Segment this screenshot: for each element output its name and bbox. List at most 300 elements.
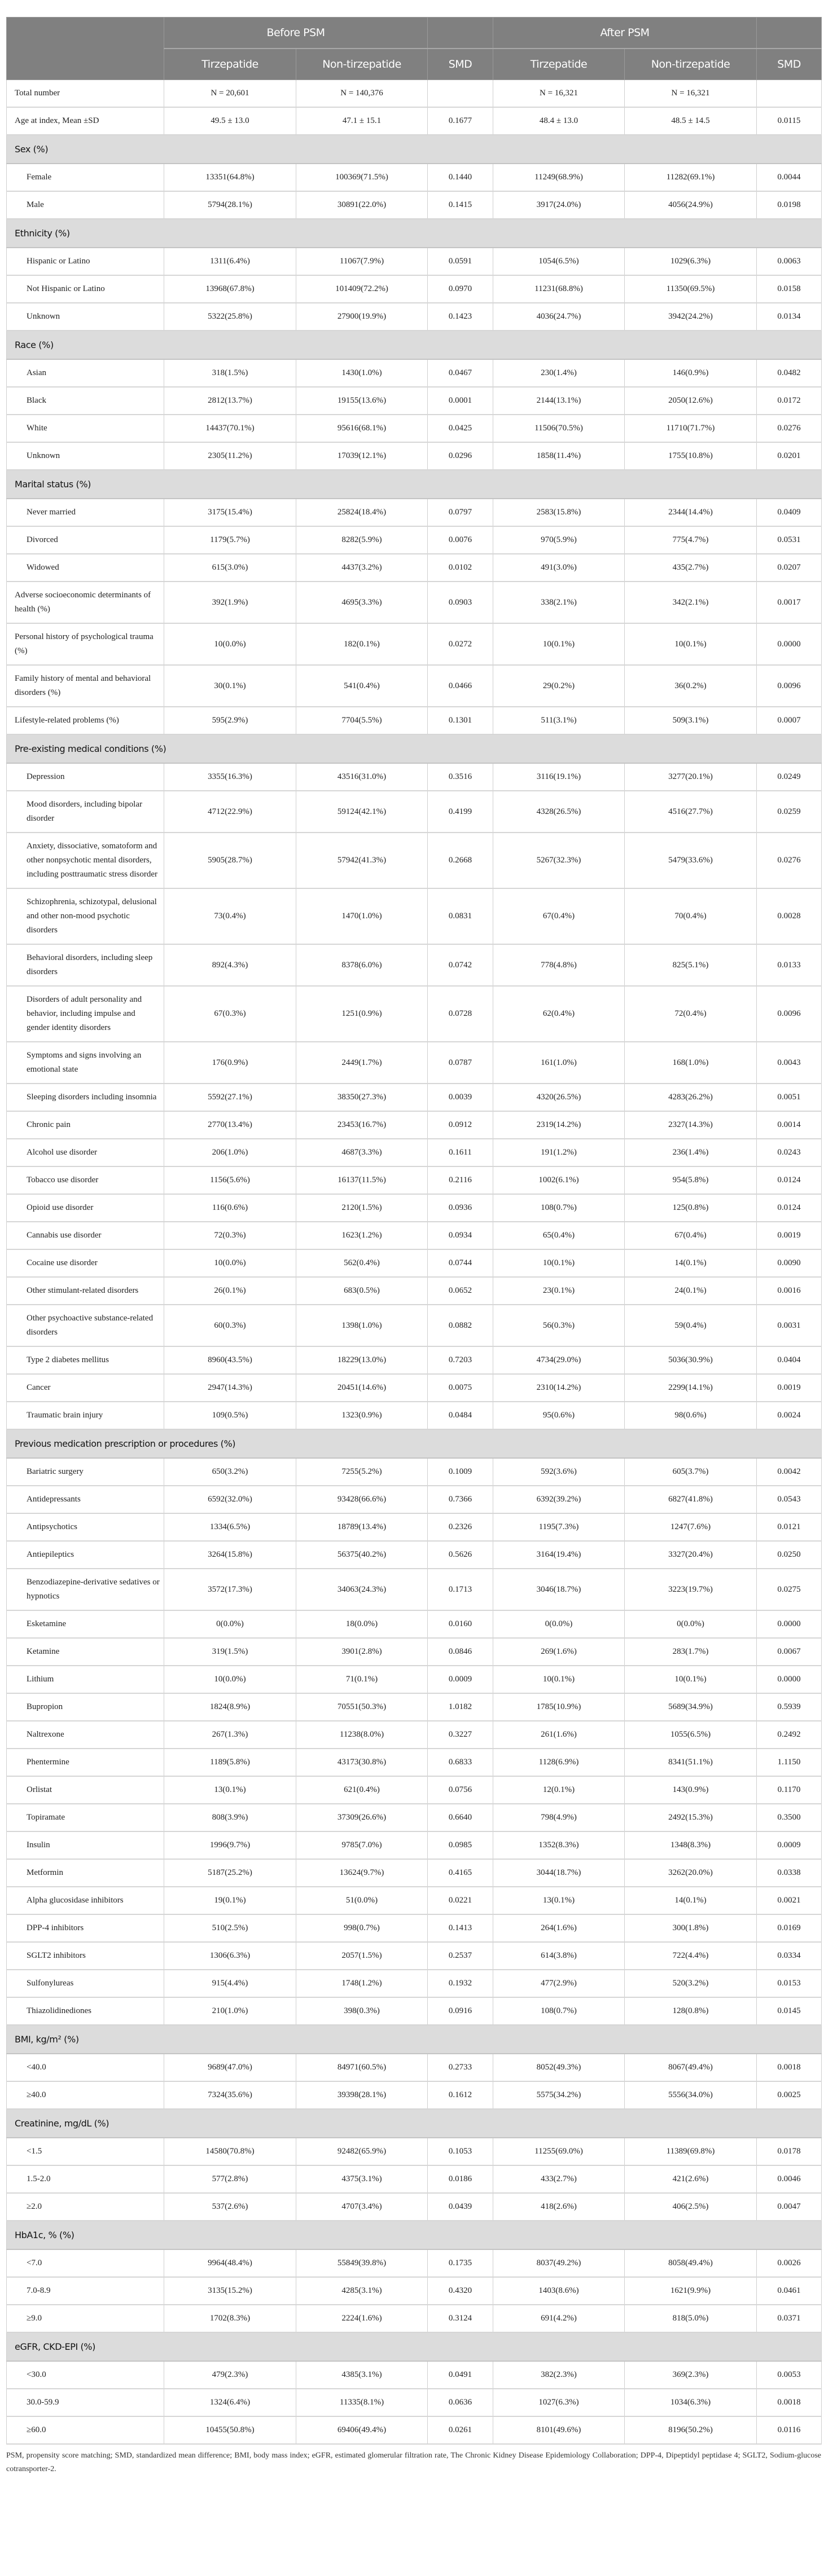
cell-non-tirzepatide-before: 30891(22.0%) xyxy=(296,191,428,219)
cell-tirzepatide-before: 267(1.3%) xyxy=(164,1721,296,1749)
cell-tirzepatide-after: 13(0.1%) xyxy=(493,1887,625,1914)
cell-non-tirzepatide-after: 36(0.2%) xyxy=(625,665,757,707)
cell-non-tirzepatide-after: 1029(6.3%) xyxy=(625,248,757,275)
row-label: Total number xyxy=(7,80,164,108)
cell-smd-after: 0.0019 xyxy=(757,1222,822,1249)
table-row xyxy=(7,1638,822,1666)
cell-non-tirzepatide-before: 69406(49.4%) xyxy=(296,2416,428,2444)
cell-tirzepatide-after: 95(0.6%) xyxy=(493,1402,625,1429)
cell-non-tirzepatide-after: 8196(50.2%) xyxy=(625,2416,757,2444)
cell-tirzepatide-after: 2310(14.2%) xyxy=(493,1374,625,1402)
cell-non-tirzepatide-before: 101409(72.2%) xyxy=(296,275,428,303)
row-label: Disorders of adult personality and behavior, including impulse and gender identity disorders xyxy=(7,986,164,1042)
cell-non-tirzepatide-before: 18(0.0%) xyxy=(296,1610,428,1638)
section-title: Sex (%) xyxy=(7,135,822,164)
cell-non-tirzepatide-after: 509(3.1%) xyxy=(625,707,757,734)
section-header-row xyxy=(7,219,822,248)
cell-non-tirzepatide-before: 1398(1.0%) xyxy=(296,1305,428,1346)
table-row xyxy=(7,1666,822,1693)
cell-smd-after: 0.0276 xyxy=(757,833,822,888)
row-label: 30.0-59.9 xyxy=(7,2389,164,2416)
cell-tirzepatide-before: 19(0.1%) xyxy=(164,1887,296,1914)
cell-smd-after: 0.0201 xyxy=(757,442,822,470)
table-row xyxy=(7,1111,822,1139)
cell-tirzepatide-after: 592(3.6%) xyxy=(493,1458,625,1486)
cell-tirzepatide-after: 11249(68.9%) xyxy=(493,164,625,191)
cell-smd-after xyxy=(757,80,822,108)
cell-tirzepatide-before: 2812(13.7%) xyxy=(164,387,296,415)
cell-tirzepatide-before: 10455(50.8%) xyxy=(164,2416,296,2444)
cell-non-tirzepatide-after: 3277(20.1%) xyxy=(625,763,757,791)
row-label: Divorced xyxy=(7,526,164,554)
header-spacer xyxy=(428,17,493,49)
table-row xyxy=(7,387,822,415)
cell-tirzepatide-after: N = 16,321 xyxy=(493,80,625,108)
cell-tirzepatide-before: 5794(28.1%) xyxy=(164,191,296,219)
table-footnote: PSM, propensity score matching; SMD, standardized mean difference; BMI, body mass index; eGFR, estimated glomerular filtration rate, The Chronic Kidney Disease Epidemiology Collaboration; DPP-4, Dipeptidyl peptidase 4; SGLT2, Sodium-glucose cotransporter-2. xyxy=(6,2451,821,2473)
section-header-row xyxy=(7,331,822,359)
cell-tirzepatide-after: 1054(6.5%) xyxy=(493,248,625,275)
cell-smd-before: 0.0744 xyxy=(428,1249,493,1277)
cell-smd-before: 0.3124 xyxy=(428,2305,493,2332)
cell-smd-before: 0.0742 xyxy=(428,944,493,986)
cell-non-tirzepatide-before: 2449(1.7%) xyxy=(296,1042,428,1084)
cell-smd-before: 0.0467 xyxy=(428,359,493,387)
cell-non-tirzepatide-after: 520(3.2%) xyxy=(625,1970,757,1997)
row-label: Other psychoactive substance-related disorders xyxy=(7,1305,164,1346)
cell-tirzepatide-before: 808(3.9%) xyxy=(164,1804,296,1831)
table-row xyxy=(7,1222,822,1249)
cell-tirzepatide-after: 11231(68.8%) xyxy=(493,275,625,303)
table-row xyxy=(7,526,822,554)
cell-tirzepatide-after: 614(3.8%) xyxy=(493,1942,625,1970)
cell-non-tirzepatide-after: 818(5.0%) xyxy=(625,2305,757,2332)
row-label: Antipsychotics xyxy=(7,1513,164,1541)
cell-non-tirzepatide-before: 398(0.3%) xyxy=(296,1997,428,2025)
table-row xyxy=(7,1914,822,1942)
cell-non-tirzepatide-before: 11067(7.9%) xyxy=(296,248,428,275)
cell-tirzepatide-after: 8101(49.6%) xyxy=(493,2416,625,2444)
cell-non-tirzepatide-before: 13624(9.7%) xyxy=(296,1859,428,1887)
cell-tirzepatide-after: 4328(26.5%) xyxy=(493,791,625,833)
section-header-row xyxy=(7,2109,822,2138)
cell-non-tirzepatide-before: 84971(60.5%) xyxy=(296,2054,428,2081)
cell-non-tirzepatide-after: 1755(10.8%) xyxy=(625,442,757,470)
cell-non-tirzepatide-before: 4437(3.2%) xyxy=(296,554,428,582)
cell-non-tirzepatide-after: 2299(14.1%) xyxy=(625,1374,757,1402)
row-label: ≥2.0 xyxy=(7,2193,164,2221)
cell-non-tirzepatide-after: 168(1.0%) xyxy=(625,1042,757,1084)
cell-tirzepatide-after: 56(0.3%) xyxy=(493,1305,625,1346)
cell-non-tirzepatide-before: 9785(7.0%) xyxy=(296,1831,428,1859)
cell-non-tirzepatide-after: 369(2.3%) xyxy=(625,2361,757,2389)
table-row xyxy=(7,2361,822,2389)
cell-non-tirzepatide-before: 18789(13.4%) xyxy=(296,1513,428,1541)
cell-non-tirzepatide-after: 5689(34.9%) xyxy=(625,1693,757,1721)
row-label: DPP-4 inhibitors xyxy=(7,1914,164,1942)
cell-tirzepatide-after: 2583(15.8%) xyxy=(493,499,625,526)
table-row xyxy=(7,2138,822,2165)
table-row xyxy=(7,1249,822,1277)
col-header-tirzepatide-after: Tirzepatide xyxy=(493,49,625,80)
table-row xyxy=(7,1804,822,1831)
cell-smd-after: 0.2492 xyxy=(757,1721,822,1749)
row-label: Orlistat xyxy=(7,1776,164,1804)
cell-tirzepatide-before: 5592(27.1%) xyxy=(164,1084,296,1111)
cell-smd-before: 0.2733 xyxy=(428,2054,493,2081)
cell-non-tirzepatide-before: 683(0.5%) xyxy=(296,1277,428,1305)
cell-smd-after: 0.0371 xyxy=(757,2305,822,2332)
cell-tirzepatide-after: 778(4.8%) xyxy=(493,944,625,986)
cell-non-tirzepatide-after: 3942(24.2%) xyxy=(625,303,757,331)
col-header-smd-after: SMD xyxy=(757,49,822,80)
table-row xyxy=(7,1374,822,1402)
table-header xyxy=(7,17,822,80)
cell-tirzepatide-after: 4320(26.5%) xyxy=(493,1084,625,1111)
table-row xyxy=(7,944,822,986)
cell-smd-after: 0.0000 xyxy=(757,623,822,665)
cell-non-tirzepatide-before: 7704(5.5%) xyxy=(296,707,428,734)
cell-smd-before: 0.4320 xyxy=(428,2277,493,2305)
cell-tirzepatide-after: 62(0.4%) xyxy=(493,986,625,1042)
cell-non-tirzepatide-before: 38350(27.3%) xyxy=(296,1084,428,1111)
cell-tirzepatide-after: 6392(39.2%) xyxy=(493,1486,625,1513)
row-label: <30.0 xyxy=(7,2361,164,2389)
cell-non-tirzepatide-after: 125(0.8%) xyxy=(625,1194,757,1222)
cell-smd-before: 0.0846 xyxy=(428,1638,493,1666)
cell-non-tirzepatide-before: N = 140,376 xyxy=(296,80,428,108)
cell-non-tirzepatide-after: 4283(26.2%) xyxy=(625,1084,757,1111)
table-row xyxy=(7,2305,822,2332)
row-label: Mood disorders, including bipolar disorder xyxy=(7,791,164,833)
cell-tirzepatide-after: 8037(49.2%) xyxy=(493,2249,625,2277)
cell-smd-after: 0.0133 xyxy=(757,944,822,986)
row-label: Unknown xyxy=(7,442,164,470)
cell-tirzepatide-before: 615(3.0%) xyxy=(164,554,296,582)
cell-tirzepatide-after: 3044(18.7%) xyxy=(493,1859,625,1887)
cell-non-tirzepatide-after: 3262(20.0%) xyxy=(625,1859,757,1887)
table-row xyxy=(7,2081,822,2109)
cell-tirzepatide-after: 3917(24.0%) xyxy=(493,191,625,219)
row-label: Sulfonylureas xyxy=(7,1970,164,1997)
cell-non-tirzepatide-after: 1348(8.3%) xyxy=(625,1831,757,1859)
cell-smd-after: 0.0000 xyxy=(757,1666,822,1693)
cell-non-tirzepatide-after: 70(0.4%) xyxy=(625,888,757,944)
cell-tirzepatide-before: N = 20,601 xyxy=(164,80,296,108)
section-title: HbA1c, % (%) xyxy=(7,2221,822,2249)
cell-tirzepatide-after: 65(0.4%) xyxy=(493,1222,625,1249)
cell-smd-after: 0.0461 xyxy=(757,2277,822,2305)
cell-smd-after: 0.0275 xyxy=(757,1569,822,1610)
cell-non-tirzepatide-before: 57942(41.3%) xyxy=(296,833,428,888)
cell-tirzepatide-after: 29(0.2%) xyxy=(493,665,625,707)
cell-smd-before: 0.0728 xyxy=(428,986,493,1042)
row-label: Cancer xyxy=(7,1374,164,1402)
cell-non-tirzepatide-after: 1247(7.6%) xyxy=(625,1513,757,1541)
cell-smd-after: 0.0025 xyxy=(757,2081,822,2109)
section-title: eGFR, CKD-EPI (%) xyxy=(7,2332,822,2361)
cell-tirzepatide-after: 1403(8.6%) xyxy=(493,2277,625,2305)
cell-smd-after: 0.0250 xyxy=(757,1541,822,1569)
cell-tirzepatide-after: 191(1.2%) xyxy=(493,1139,625,1166)
cell-smd-after: 0.0042 xyxy=(757,1458,822,1486)
cell-non-tirzepatide-after: 0(0.0%) xyxy=(625,1610,757,1638)
row-label: 1.5-2.0 xyxy=(7,2165,164,2193)
cell-tirzepatide-after: 477(2.9%) xyxy=(493,1970,625,1997)
table-row xyxy=(7,1776,822,1804)
cell-smd-before: 0.0466 xyxy=(428,665,493,707)
table-row xyxy=(7,2416,822,2444)
cell-non-tirzepatide-before: 8282(5.9%) xyxy=(296,526,428,554)
row-label: Cocaine use disorder xyxy=(7,1249,164,1277)
table-body xyxy=(7,80,822,2445)
cell-smd-after: 0.0067 xyxy=(757,1638,822,1666)
row-label: ≥9.0 xyxy=(7,2305,164,2332)
col-header-non-tirzepatide-after: Non-tirzepatide xyxy=(625,49,757,80)
table-row xyxy=(7,554,822,582)
cell-tirzepatide-after: 2319(14.2%) xyxy=(493,1111,625,1139)
cell-smd-before: 0.0936 xyxy=(428,1194,493,1222)
cell-non-tirzepatide-after: 2492(15.3%) xyxy=(625,1804,757,1831)
cell-non-tirzepatide-before: 1623(1.2%) xyxy=(296,1222,428,1249)
cell-tirzepatide-before: 5187(25.2%) xyxy=(164,1859,296,1887)
cell-smd-after: 0.0028 xyxy=(757,888,822,944)
row-label: Traumatic brain injury xyxy=(7,1402,164,1429)
cell-smd-after: 0.0249 xyxy=(757,763,822,791)
cell-non-tirzepatide-before: 17039(12.1%) xyxy=(296,442,428,470)
cell-tirzepatide-after: 48.4 ± 13.0 xyxy=(493,107,625,135)
table-row xyxy=(7,1721,822,1749)
cell-non-tirzepatide-before: 1251(0.9%) xyxy=(296,986,428,1042)
cell-smd-before: 0.2537 xyxy=(428,1942,493,1970)
cell-non-tirzepatide-before: 59124(42.1%) xyxy=(296,791,428,833)
section-title: Pre-existing medical conditions (%) xyxy=(7,734,822,763)
cell-non-tirzepatide-before: 25824(18.4%) xyxy=(296,499,428,526)
cell-tirzepatide-after: 338(2.1%) xyxy=(493,582,625,623)
cell-smd-before: 0.6833 xyxy=(428,1749,493,1776)
row-label: Depression xyxy=(7,763,164,791)
cell-non-tirzepatide-before: 4687(3.3%) xyxy=(296,1139,428,1166)
cell-smd-before: 0.0491 xyxy=(428,2361,493,2389)
cell-smd-before: 1.0182 xyxy=(428,1693,493,1721)
section-header-row xyxy=(7,1429,822,1458)
row-label: Symptoms and signs involving an emotional state xyxy=(7,1042,164,1084)
cell-non-tirzepatide-after: 146(0.9%) xyxy=(625,359,757,387)
cell-tirzepatide-after: 269(1.6%) xyxy=(493,1638,625,1666)
table-row xyxy=(7,1346,822,1374)
cell-tirzepatide-after: 3046(18.7%) xyxy=(493,1569,625,1610)
cell-tirzepatide-after: 261(1.6%) xyxy=(493,1721,625,1749)
cell-smd-after: 0.5939 xyxy=(757,1693,822,1721)
cell-non-tirzepatide-before: 1748(1.2%) xyxy=(296,1970,428,1997)
cell-non-tirzepatide-after: 8058(49.4%) xyxy=(625,2249,757,2277)
table-row xyxy=(7,359,822,387)
cell-smd-before: 0.3516 xyxy=(428,763,493,791)
cell-non-tirzepatide-after: 283(1.7%) xyxy=(625,1638,757,1666)
cell-non-tirzepatide-before: 4707(3.4%) xyxy=(296,2193,428,2221)
cell-smd-after: 0.0259 xyxy=(757,791,822,833)
cell-non-tirzepatide-after: 11350(69.5%) xyxy=(625,275,757,303)
cell-smd-before: 0.0272 xyxy=(428,623,493,665)
cell-non-tirzepatide-after: 67(0.4%) xyxy=(625,1222,757,1249)
cell-smd-after: 0.0053 xyxy=(757,2361,822,2389)
section-title: Previous medication prescription or procedures (%) xyxy=(7,1429,822,1458)
cell-non-tirzepatide-before: 562(0.4%) xyxy=(296,1249,428,1277)
table-row xyxy=(7,1693,822,1721)
cell-tirzepatide-after: 433(2.7%) xyxy=(493,2165,625,2193)
table-row xyxy=(7,1942,822,1970)
cell-non-tirzepatide-before: 182(0.1%) xyxy=(296,623,428,665)
cell-tirzepatide-before: 8960(43.5%) xyxy=(164,1346,296,1374)
row-label: ≥60.0 xyxy=(7,2416,164,2444)
cell-smd-after: 0.0134 xyxy=(757,303,822,331)
cell-non-tirzepatide-after: 14(0.1%) xyxy=(625,1887,757,1914)
row-label: Thiazolidinediones xyxy=(7,1997,164,2025)
row-label: 7.0-8.9 xyxy=(7,2277,164,2305)
row-label: ≥40.0 xyxy=(7,2081,164,2109)
cell-smd-after: 0.0009 xyxy=(757,1831,822,1859)
cell-tirzepatide-before: 479(2.3%) xyxy=(164,2361,296,2389)
table-row xyxy=(7,707,822,734)
cell-non-tirzepatide-before: 47.1 ± 15.1 xyxy=(296,107,428,135)
cell-smd-before: 0.1301 xyxy=(428,707,493,734)
cell-smd-before: 0.7203 xyxy=(428,1346,493,1374)
row-label: Metformin xyxy=(7,1859,164,1887)
cell-tirzepatide-before: 915(4.4%) xyxy=(164,1970,296,1997)
cell-non-tirzepatide-before: 27900(19.9%) xyxy=(296,303,428,331)
table-row xyxy=(7,442,822,470)
cell-tirzepatide-after: 0(0.0%) xyxy=(493,1610,625,1638)
cell-smd-before: 0.0075 xyxy=(428,1374,493,1402)
cell-non-tirzepatide-after: 2327(14.3%) xyxy=(625,1111,757,1139)
cell-non-tirzepatide-before: 2057(1.5%) xyxy=(296,1942,428,1970)
cell-smd-before: 0.4165 xyxy=(428,1859,493,1887)
cell-smd-before: 0.0261 xyxy=(428,2416,493,2444)
table-row xyxy=(7,499,822,526)
cell-smd-before: 0.1413 xyxy=(428,1914,493,1942)
cell-smd-after: 0.0121 xyxy=(757,1513,822,1541)
row-label: <40.0 xyxy=(7,2054,164,2081)
cell-smd-before: 0.0296 xyxy=(428,442,493,470)
cell-non-tirzepatide-after: 605(3.7%) xyxy=(625,1458,757,1486)
cell-smd-before: 0.7366 xyxy=(428,1486,493,1513)
cell-smd-after: 0.0000 xyxy=(757,1610,822,1638)
cell-smd-after: 0.0153 xyxy=(757,1970,822,1997)
cell-smd-after: 0.0096 xyxy=(757,665,822,707)
cell-non-tirzepatide-before: 541(0.4%) xyxy=(296,665,428,707)
cell-non-tirzepatide-after: 2344(14.4%) xyxy=(625,499,757,526)
table-row xyxy=(7,80,822,108)
cell-smd-before: 0.1423 xyxy=(428,303,493,331)
table-row xyxy=(7,2277,822,2305)
cell-smd-after: 0.0026 xyxy=(757,2249,822,2277)
cell-smd-after: 0.0018 xyxy=(757,2389,822,2416)
col-header-non-tirzepatide-before: Non-tirzepatide xyxy=(296,49,428,80)
row-label: Adverse socioeconomic determinants of health (%) xyxy=(7,582,164,623)
cell-non-tirzepatide-before: 4285(3.1%) xyxy=(296,2277,428,2305)
cell-smd-after: 0.0531 xyxy=(757,526,822,554)
cell-smd-before: 0.1932 xyxy=(428,1970,493,1997)
cell-non-tirzepatide-after: 300(1.8%) xyxy=(625,1914,757,1942)
cell-tirzepatide-after: 230(1.4%) xyxy=(493,359,625,387)
cell-tirzepatide-before: 1306(6.3%) xyxy=(164,1942,296,1970)
row-label: Not Hispanic or Latino xyxy=(7,275,164,303)
cell-tirzepatide-before: 10(0.0%) xyxy=(164,1249,296,1277)
cell-non-tirzepatide-before: 7255(5.2%) xyxy=(296,1458,428,1486)
cell-non-tirzepatide-after: 1055(6.5%) xyxy=(625,1721,757,1749)
cell-non-tirzepatide-after: 722(4.4%) xyxy=(625,1942,757,1970)
row-label: Schizophrenia, schizotypal, delusional and other non-mood psychotic disorders xyxy=(7,888,164,944)
cell-tirzepatide-before: 3135(15.2%) xyxy=(164,2277,296,2305)
section-title: Creatinine, mg/dL (%) xyxy=(7,2109,822,2138)
row-label: Never married xyxy=(7,499,164,526)
cell-non-tirzepatide-after: 4056(24.9%) xyxy=(625,191,757,219)
row-label: Sleeping disorders including insomnia xyxy=(7,1084,164,1111)
cell-non-tirzepatide-after: 5556(34.0%) xyxy=(625,2081,757,2109)
cell-smd-after: 0.0543 xyxy=(757,1486,822,1513)
cell-non-tirzepatide-before: 56375(40.2%) xyxy=(296,1541,428,1569)
col-header-tirzepatide-before: Tirzepatide xyxy=(164,49,296,80)
cell-tirzepatide-before: 14580(70.8%) xyxy=(164,2138,296,2165)
cell-non-tirzepatide-after: 342(2.1%) xyxy=(625,582,757,623)
cell-smd-before: 0.0912 xyxy=(428,1111,493,1139)
section-title: Marital status (%) xyxy=(7,470,822,499)
table-row xyxy=(7,1970,822,1997)
cell-smd-before: 0.0985 xyxy=(428,1831,493,1859)
cell-tirzepatide-after: 382(2.3%) xyxy=(493,2361,625,2389)
cell-smd-after: 0.0334 xyxy=(757,1942,822,1970)
cell-non-tirzepatide-after: 2050(12.6%) xyxy=(625,387,757,415)
row-label: Topiramate xyxy=(7,1804,164,1831)
table-row xyxy=(7,1402,822,1429)
cell-non-tirzepatide-after: 11389(69.8%) xyxy=(625,2138,757,2165)
cell-smd-before: 0.1611 xyxy=(428,1139,493,1166)
cell-smd-after: 0.0051 xyxy=(757,1084,822,1111)
table-row xyxy=(7,1569,822,1610)
cell-smd-before: 0.0787 xyxy=(428,1042,493,1084)
cell-smd-before: 0.1415 xyxy=(428,191,493,219)
cell-tirzepatide-after: 1858(11.4%) xyxy=(493,442,625,470)
cell-tirzepatide-after: 1027(6.3%) xyxy=(493,2389,625,2416)
cell-non-tirzepatide-before: 11238(8.0%) xyxy=(296,1721,428,1749)
cell-smd-before: 0.0970 xyxy=(428,275,493,303)
table-row xyxy=(7,1997,822,2025)
cell-non-tirzepatide-after: 775(4.7%) xyxy=(625,526,757,554)
table-row xyxy=(7,1887,822,1914)
cell-tirzepatide-before: 2770(13.4%) xyxy=(164,1111,296,1139)
cell-non-tirzepatide-after: N = 16,321 xyxy=(625,80,757,108)
cell-tirzepatide-after: 4036(24.7%) xyxy=(493,303,625,331)
section-header-row xyxy=(7,2221,822,2249)
cell-tirzepatide-before: 72(0.3%) xyxy=(164,1222,296,1249)
cell-tirzepatide-before: 1324(6.4%) xyxy=(164,2389,296,2416)
section-header-row xyxy=(7,734,822,763)
header-before-psm: Before PSM xyxy=(164,17,428,49)
cell-non-tirzepatide-before: 2224(1.6%) xyxy=(296,2305,428,2332)
cell-smd-after: 0.0014 xyxy=(757,1111,822,1139)
cell-tirzepatide-after: 2144(13.1%) xyxy=(493,387,625,415)
cell-smd-before: 0.0484 xyxy=(428,1402,493,1429)
cell-non-tirzepatide-after: 5036(30.9%) xyxy=(625,1346,757,1374)
row-label: Tobacco use disorder xyxy=(7,1166,164,1194)
cell-non-tirzepatide-before: 1323(0.9%) xyxy=(296,1402,428,1429)
cell-smd-before: 0.2326 xyxy=(428,1513,493,1541)
row-label: Naltrexone xyxy=(7,1721,164,1749)
table-row xyxy=(7,1610,822,1638)
cell-tirzepatide-after: 10(0.1%) xyxy=(493,1249,625,1277)
cell-smd-after: 0.0047 xyxy=(757,2193,822,2221)
cell-smd-after: 0.0145 xyxy=(757,1997,822,2025)
